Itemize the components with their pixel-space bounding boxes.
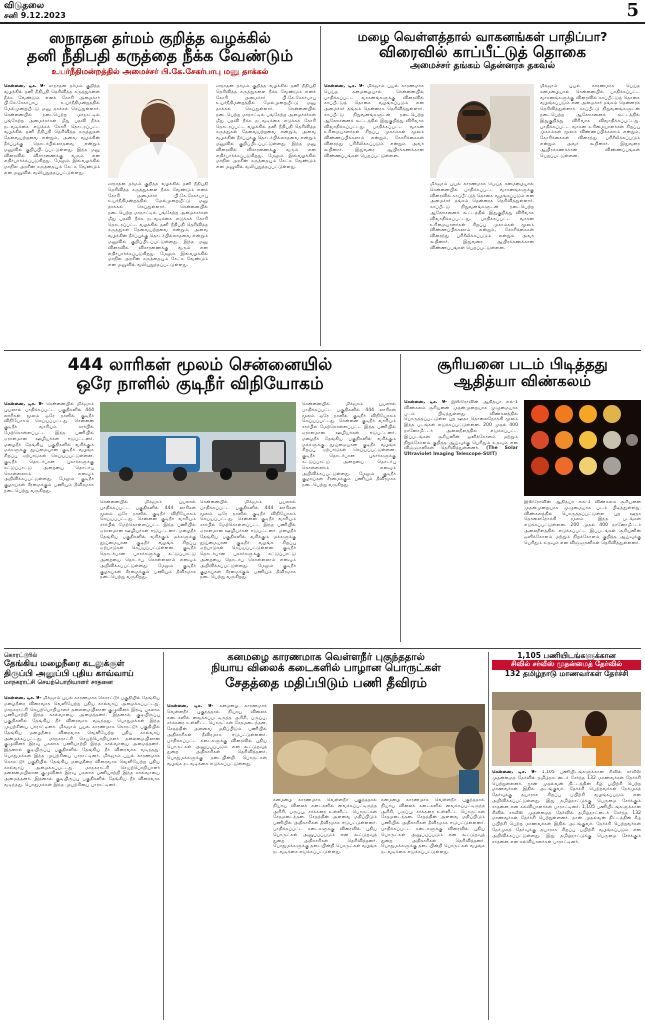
a1-column-2 [108, 182, 208, 346]
a2-column-2 [430, 182, 534, 344]
article-civil-services [492, 652, 641, 1020]
article-aditya-l1 [404, 354, 641, 644]
paper-name: விடுதலை [4, 1, 45, 11]
a4-subhead: (The Solar Ultraviolet Imaging Telescope-SUIT) [404, 446, 518, 458]
a2-headline-1: மழை வெள்ளத்தால் வாகனங்கள் பாதிப்பா? [357, 29, 608, 44]
a3-headline-2: ஒரே நாளில் குடிநீர் விநியோகம் [76, 374, 324, 395]
a1-column-3 [216, 84, 316, 346]
a7-body-2: 1,105 பணியிடங்களுக்கான சிவில் சர்வீஸ் முதன்மைத் தேர்வில் தமிழ்நாட்டைச் சேர்ந்த 132 மாணவர்கள் தேர்ச்சி பெற்றுள்ளனர். நான் முதல்வன் திட்டத்தின் கீழ் பயிற்சி பெற்ற மாணவர்கள் இதில் அடங்குவர். தேர்ச்சி பெற்றவர்கள் நேர்முகத் தேர்வுக்கு தயாராக சிறப்பு பயிற்சி வழங்கப்படும் என அறிவிக்கப்பட்டுள்ளது. இது தமிழ்நாட்டுக்கு பெருமை சேர்க்கும் சாதனை என கல்வியாளர்கள் பாராட்டினர். [492, 804, 641, 845]
students-exam-photo [492, 692, 641, 766]
a5-subheadline: மாநகராட்சி செயற்பொறியாளர் சாதனை [4, 679, 113, 687]
a2-body-2: மிக்ஜாம் புயல் காரணமாக பெய்த கனமழையால் சென்னையில் பாதிக்கப்பட்ட வாகனங்களுக்கு விரைவில் காப்பீட்டுத் தொகை வழங்கப்படும் என அமைச்சர் தங்கம் தென்னரசு தெரிவித்துள்ளார். காப்பீட்டு நிறுவனங்களுடன் நடைபெற்ற ஆலோசனைக் கூட்டத்தில் இதுகுறித்து விரிவாக விவாதிக்கப்பட்டது. பாதிக்கப்பட்ட வாகன உரிமையாளர்கள் சிறப்பு முகாம்கள் மூலம் விண்ணப்பிக்கலாம் என்றும், கோரிக்கைகள் விரைந்து பரிசீலிக்கப்படும் என்றும் அவர் கூறினார். இதுவரை ஆயிரக்கணக்கான விண்ணப்பங்கள் பெறப்பட்டுள்ளன. [430, 182, 534, 251]
a6-body-3: கனமழை காரணமாக வெள்ளநீர் புகுந்ததால் நியாய விலைக் கடைகளில் வைக்கப்பட்டிருந்த அரிசி, பருப்பு, சர்க்கரை உள்ளிட்ட பொருட்கள் சேதமடைந்தன. சேதத்தின் அளவை மதிப்பிடும் பணியில் அதிகாரிகள் தீவிரமாக ஈடுபட்டுள்ளனர். பாதிக்கப்பட்ட கடைகளுக்கு விரைவில் புதிய பொருட்கள் அனுப்பப்படும் என கூட்டுறவுத் துறை அதிகாரிகள் தெரிவித்தனர். பொதுமக்களுக்கு தடையின்றி பொருட்கள் வழங்க நடவடிக்கை எடுக்கப்பட்டுள்ளது. [381, 798, 485, 856]
article-ration-shops [167, 652, 485, 1020]
a5-dateline: சென்னை, டிச. 9- [4, 696, 42, 701]
a5-tag: கொரட்டூரில் [4, 652, 38, 659]
a5-body-2: மிக்ஜாம் புயல் காரணமாக கொரட்டூர் பகுதியில் தேங்கிய மழைநீரை விரைவாக வெளியேற்ற புதிய கால்வாய் அமைக்கப்பட்டது. மாநகராட்சி செயற்பொறியாளர் தலைமையிலான குழுவினர் இரவு பகலாக பணியாற்றி இந்த கால்வாயை அமைத்தனர். இதனால் குடியிருப்பு பகுதிகளில் தேங்கிய நீர் விரைவாக வடிந்தது. பொதுமக்கள் இந்த முயற்சியை பாராட்டினர். [4, 724, 160, 759]
article-korattur-canal [4, 652, 160, 1020]
divider-vertical-top [320, 26, 321, 346]
a7-dateline: சென்னை, டிச. 9- [492, 770, 537, 775]
a6-headline-2: நியாய விலைக் கடைகளில் பாழான பொருட்கள் [211, 662, 441, 675]
a1-body-2: ஸநாதன தர்மம் குறித்த வழக்கில் தனி நீதிபதி தெரிவித்த கருத்துகளை நீக்க வேண்டும் எனக் கோரி அமைச்சர் பி.கே.சேகர்பாபு உயர்நீதிமன்றத்தில் மேல்முறையீட்டு மனு தாக்கல் செய்துள்ளார். சென்னையில் நடைபெற்ற மாநாட்டில் பங்கேற்ற அமைச்சர்கள் மீது பதவி நீக்க நடவடிக்கை எடுக்கக் கோரி தொடரப்பட்ட வழக்கில் தனி நீதிபதி தெரிவித்த கருத்துகள் தேவையற்றவை என்றும், அவை வழக்கின் தீர்ப்புக்கு தொடர்பில்லாதவை என்றும் மனுவில் குறிப்பிடப்பட்டுள்ளது. இந்த மனு விரைவில் விசாரணைக்கு வரும் என எதிர்பார்க்கப்படுகிறது. மேலும் இவ்வழக்கில் மாநில அரசின் கருத்தையும் கேட்க வேண்டும் என மனுவில் வலியுறுத்தப்பட்டுள்ளது. [108, 182, 208, 269]
a1-dateline: சென்னை, டிச. 9- [4, 84, 46, 89]
a2-body-3: மிக்ஜாம் புயல் காரணமாக பெய்த கனமழையால் சென்னையில் பாதிக்கப்பட்ட வாகனங்களுக்கு விரைவில் காப்பீட்டுத் தொகை வழங்கப்படும் என அமைச்சர் தங்கம் தென்னரசு தெரிவித்துள்ளார். காப்பீட்டு நிறுவனங்களுடன் நடைபெற்ற ஆலோசனைக் கூட்டத்தில் இதுகுறித்து விரிவாக விவாதிக்கப்பட்டது. பாதிக்கப்பட்ட வாகன உரிமையாளர்கள் சிறப்பு முகாம்கள் மூலம் விண்ணப்பிக்கலாம் என்றும், கோரிக்கைகள் விரைந்து பரிசீலிக்கப்படும் என்றும் அவர் கூறினார். இதுவரை ஆயிரக்கணக்கான விண்ணப்பங்கள் பெறப்பட்டுள்ளன. [540, 84, 640, 159]
a3-dateline: சென்னை, டிச. 9- [4, 402, 44, 407]
a7-body-1: 1,105 பணியிடங்களுக்கான சிவில் சர்வீஸ் முதன்மைத் தேர்வில் தமிழ்நாட்டைச் சேர்ந்த 132 மாணவர்கள் தேர்ச்சி பெற்றுள்ளனர். நான் முதல்வன் திட்டத்தின் கீழ் பயிற்சி பெற்ற மாணவர்கள் இதில் அடங்குவர். தேர்ச்சி பெற்றவர்கள் நேர்முகத் தேர்வுக்கு தயாராக சிறப்பு பயிற்சி வழங்கப்படும் என அறிவிக்கப்பட்டுள்ளது. இது தமிழ்நாட்டுக்கு பெருமை சேர்க்கும் சாதனை என கல்வியாளர்கள் பாராட்டினர். [492, 770, 641, 810]
a1-headline-1: ஸநாதன தர்மம் குறித்த வழக்கில் [49, 29, 271, 47]
a6-column-3 [381, 798, 485, 1016]
a3-column-4 [302, 402, 396, 640]
article-water-lorries [4, 354, 396, 644]
a4-column-1 [404, 400, 518, 640]
a4-headline-1: சூரியனை படம் பிடித்தது [437, 355, 608, 373]
a4-body-2: இஸ்ரோவின் ஆதித்யா எல்-1 விண்கலம் சூரியனை முதன்முறையாக முழுமையாக படம் பிடித்துள்ளது. விண்கலத்தில் பொருத்தப்பட்டுள்ள புற ஊதா தொலைநோக்கி மூலம் இந்த படங்கள் எடுக்கப்பட்டுள்ளன. 200 முதல் 400 நானோமீட்டர் அலைநீளத்தில் எடுக்கப்பட்ட இப்படங்கள் சூரியனின் ஒளிக்கோளம் மற்றும் நிறக்கோளம் குறித்த ஆய்வுக்கு பெரிதும் உதவும் என விஞ்ஞானிகள் தெரிவித்துள்ளனர். [524, 500, 641, 546]
a6-body-2: கனமழை காரணமாக வெள்ளநீர் புகுந்ததால் நியாய விலைக் கடைகளில் வைக்கப்பட்டிருந்த அரிசி, பருப்பு, சர்க்கரை உள்ளிட்ட பொருட்கள் சேதமடைந்தன. சேதத்தின் அளவை மதிப்பிடும் பணியில் அதிகாரிகள் தீவிரமாக ஈடுபட்டுள்ளனர். பாதிக்கப்பட்ட கடைகளுக்கு விரைவில் புதிய பொருட்கள் அனுப்பப்படும் என கூட்டுறவுத் துறை அதிகாரிகள் தெரிவித்தனர். பொதுமக்களுக்கு தடையின்றி பொருட்கள் வழங்க நடவடிக்கை எடுக்கப்பட்டுள்ளது. [273, 798, 377, 856]
a1-body-3: ஸநாதன தர்மம் குறித்த வழக்கில் தனி நீதிபதி தெரிவித்த கருத்துகளை நீக்க வேண்டும் எனக் கோரி அமைச்சர் பி.கே.சேகர்பாபு உயர்நீதிமன்றத்தில் மேல்முறையீட்டு மனு தாக்கல் செய்துள்ளார். சென்னையில் நடைபெற்ற மாநாட்டில் பங்கேற்ற அமைச்சர்கள் மீது பதவி நீக்க நடவடிக்கை எடுக்கக் கோரி தொடரப்பட்ட வழக்கில் தனி நீதிபதி தெரிவித்த கருத்துகள் தேவையற்றவை என்றும், அவை வழக்கின் தீர்ப்புக்கு தொடர்பில்லாதவை என்றும் மனுவில் குறிப்பிடப்பட்டுள்ளது. இந்த மனு விரைவில் விசாரணைக்கு வரும் என எதிர்பார்க்கப்படுகிறது. மேலும் இவ்வழக்கில் மாநில அரசின் கருத்தையும் கேட்க வேண்டும் என மனுவில் வலியுறுத்தப்பட்டுள்ளது. [216, 84, 316, 171]
a3-body-2: சென்னையில் மிக்ஜாம் புயலால் பாதிக்கப்பட்ட பகுதிகளில் 444 லாரிகள் மூலம் ஒரே நாளில் குடிநீர் விநியோகம் செய்யப்பட்டது. சென்னை குடிநீர் வாரியம் சார்பில் மேற்கொள்ளப்பட்ட இந்த பணியில் ஏராளமான ஊழியர்கள் ஈடுபட்டனர். மழைநீர் தேங்கிய பகுதிகளில் வசிக்கும் மக்களுக்கு தூய்மையான குடிநீர் வழங்க சிறப்பு ஏற்பாடுகள் செய்யப்பட்டுள்ளன. குடிநீர் தொடர்பான புகார்களுக்கு கட்டுப்பாட்டு அறையை தொடர்பு கொள்ளலாம் எனவும் அறிவிக்கப்பட்டுள்ளது. மேலும் குடிநீர் குழாய்கள் சீரமைக்கும் பணியும் தீவிரமாக நடைபெற்று வருகிறது. [100, 500, 196, 581]
a3-column-3 [200, 500, 296, 640]
a4-dateline: சென்னை, டிச. 9- [404, 400, 448, 405]
a1-headline-2: தனி நீதிபதி கருத்தை நீக்க வேண்டும் [26, 45, 294, 65]
a7-body-column [492, 770, 641, 1018]
sun-images-photo [524, 400, 641, 496]
issue-date: சனி 9.12.2023 [4, 11, 66, 20]
a2-dateline: சென்னை, டிச. 9- [324, 84, 365, 89]
divider-vertical-bottom-2 [488, 652, 489, 1020]
a7-headline-1: 1,105 பணியிடங்களுக்கான [517, 652, 616, 660]
a6-body-1: கனமழை காரணமாக வெள்ளநீர் புகுந்ததால் நியாய விலைக் கடைகளில் வைக்கப்பட்டிருந்த அரிசி, பருப்பு, சர்க்கரை உள்ளிட்ட பொருட்கள் சேதமடைந்தன. சேதத்தின் அளவை மதிப்பிடும் பணியில் அதிகாரிகள் தீவிரமாக ஈடுபட்டுள்ளனர். பாதிக்கப்பட்ட கடைகளுக்கு விரைவில் புதிய பொருட்கள் அனுப்பப்படும் என கூட்டுறவுத் துறை அதிகாரிகள் தெரிவித்தனர். பொதுமக்களுக்கு தடையின்றி பொருட்கள் வழங்க நடவடிக்கை எடுக்கப்பட்டுள்ளது. [167, 704, 267, 767]
divider-horizontal-2 [4, 648, 641, 649]
a5-headline-2: திருப்பி அனுப்பி புதிய காவ்வாய் [4, 668, 134, 679]
a2-column-1 [324, 84, 424, 344]
a6-headline-1: கனமழை காரணமாக வெள்ளநீர் புகுந்ததால் [227, 652, 425, 663]
a7-headline-2: சிவில் சர்வீஸ் முதன்மைத் தேர்வில் [492, 660, 641, 670]
a3-headline-1: 444 லாரிகள் மூலம் சென்னையில் [67, 355, 333, 375]
article-sanatana [4, 26, 316, 350]
a5-headline-1: தேங்கிய மழைநீரை கடலுக்குள் [4, 659, 125, 669]
a2-headline-2: விரைவில் காப்பீட்டுத் தொகை [379, 43, 586, 61]
a1-column-1 [4, 84, 100, 346]
masthead [0, 0, 645, 24]
water-lorries-photo [100, 402, 296, 496]
a4-column-2 [524, 500, 641, 640]
a4-body-1: இஸ்ரோவின் ஆதித்யா எல்-1 விண்கலம் சூரியனை முதன்முறையாக முழுமையாக படம் பிடித்துள்ளது. விண்கலத்தில் பொருத்தப்பட்டுள்ள புற ஊதா தொலைநோக்கி மூலம் இந்த படங்கள் எடுக்கப்பட்டுள்ளன. 200 முதல் 400 நானோமீட்டர் அலைநீளத்தில் எடுக்கப்பட்ட இப்படங்கள் சூரியனின் ஒளிக்கோளம் மற்றும் நிறக்கோளம் குறித்த ஆய்வுக்கு பெரிதும் உதவும் என விஞ்ஞானிகள் தெரிவித்துள்ளனர். [404, 400, 518, 452]
a6-column-2 [273, 798, 377, 1016]
a3-body-1: சென்னையில் மிக்ஜாம் புயலால் பாதிக்கப்பட்ட பகுதிகளில் 444 லாரிகள் மூலம் ஒரே நாளில் குடிநீர் விநியோகம் செய்யப்பட்டது. சென்னை குடிநீர் வாரியம் சார்பில் மேற்கொள்ளப்பட்ட இந்த பணியில் ஏராளமான ஊழியர்கள் ஈடுபட்டனர். மழைநீர் தேங்கிய பகுதிகளில் வசிக்கும் மக்களுக்கு தூய்மையான குடிநீர் வழங்க சிறப்பு ஏற்பாடுகள் செய்யப்பட்டுள்ளன. குடிநீர் தொடர்பான புகார்களுக்கு கட்டுப்பாட்டு அறையை தொடர்பு கொள்ளலாம் எனவும் அறிவிக்கப்பட்டுள்ளது. மேலும் குடிநீர் குழாய்கள் சீரமைக்கும் பணியும் தீவிரமாக நடைபெற்று வருகிறது. [4, 402, 94, 494]
a3-body-4: சென்னையில் மிக்ஜாம் புயலால் பாதிக்கப்பட்ட பகுதிகளில் 444 லாரிகள் மூலம் ஒரே நாளில் குடிநீர் விநியோகம் செய்யப்பட்டது. சென்னை குடிநீர் வாரியம் சார்பில் மேற்கொள்ளப்பட்ட இந்த பணியில் ஏராளமான ஊழியர்கள் ஈடுபட்டனர். மழைநீர் தேங்கிய பகுதிகளில் வசிக்கும் மக்களுக்கு தூய்மையான குடிநீர் வழங்க சிறப்பு ஏற்பாடுகள் செய்யப்பட்டுள்ளன. குடிநீர் தொடர்பான புகார்களுக்கு கட்டுப்பாட்டு அறையை தொடர்பு கொள்ளலாம் எனவும் அறிவிக்கப்பட்டுள்ளது. மேலும் குடிநீர் குழாய்கள் சீரமைக்கும் பணியும் தீவிரமாக நடைபெற்று வருகிறது. [302, 402, 396, 489]
a3-column-1 [4, 402, 94, 640]
a6-column-1 [167, 704, 267, 1016]
a4-headline-2: ஆதித்யா விண்கலம் [453, 371, 592, 390]
a5-body-3: மிக்ஜாம் புயல் காரணமாக கொரட்டூர் பகுதியில் தேங்கிய மழைநீரை விரைவாக வெளியேற்ற புதிய கால்வாய் அமைக்கப்பட்டது. மாநகராட்சி செயற்பொறியாளர் தலைமையிலான குழுவினர் இரவு பகலாக பணியாற்றி இந்த கால்வாயை அமைத்தனர். இதனால் குடியிருப்பு பகுதிகளில் தேங்கிய நீர் விரைவாக வடிந்தது. பொதுமக்கள் இந்த முயற்சியை பாராட்டினர். [4, 753, 160, 788]
divider-vertical-mid [400, 354, 401, 642]
a6-headline-3: சேதத்தை மதிப்பிடும் பணி தீவிரம் [225, 675, 427, 691]
a6-dateline: சென்னை, டிச. 9- [167, 704, 214, 709]
a7-headline-3: 132 தமிழ்நாடு மாணவர்கள் தேர்ச்சி [504, 669, 629, 679]
minister-thangam-photo [430, 84, 534, 178]
ration-shop-photo [273, 704, 485, 794]
a3-body-3: சென்னையில் மிக்ஜாம் புயலால் பாதிக்கப்பட்ட பகுதிகளில் 444 லாரிகள் மூலம் ஒரே நாளில் குடிநீர் விநியோகம் செய்யப்பட்டது. சென்னை குடிநீர் வாரியம் சார்பில் மேற்கொள்ளப்பட்ட இந்த பணியில் ஏராளமான ஊழியர்கள் ஈடுபட்டனர். மழைநீர் தேங்கிய பகுதிகளில் வசிக்கும் மக்களுக்கு தூய்மையான குடிநீர் வழங்க சிறப்பு ஏற்பாடுகள் செய்யப்பட்டுள்ளன. குடிநீர் தொடர்பான புகார்களுக்கு கட்டுப்பாட்டு அறையை தொடர்பு கொள்ளலாம் எனவும் அறிவிக்கப்பட்டுள்ளது. மேலும் குடிநீர் குழாய்கள் சீரமைக்கும் பணியும் தீவிரமாக நடைபெற்று வருகிறது. [200, 500, 296, 581]
divider-vertical-bottom-1 [163, 652, 164, 1020]
a3-column-2 [100, 500, 196, 640]
a1-subheadline: உயர்நீதிமன்றத்தில் அமைச்சர் பி.கே.சேகர்பாபு மனு தாக்கல் [51, 66, 269, 76]
a1-body-1: ஸநாதன தர்மம் குறித்த வழக்கில் தனி நீதிபதி தெரிவித்த கருத்துகளை நீக்க வேண்டும் எனக் கோரி அமைச்சர் பி.கே.சேகர்பாபு உயர்நீதிமன்றத்தில் மேல்முறையீட்டு மனு தாக்கல் செய்துள்ளார். சென்னையில் நடைபெற்ற மாநாட்டில் பங்கேற்ற அமைச்சர்கள் மீது பதவி நீக்க நடவடிக்கை எடுக்கக் கோரி தொடரப்பட்ட வழக்கில் தனி நீதிபதி தெரிவித்த கருத்துகள் தேவையற்றவை என்றும், அவை வழக்கின் தீர்ப்புக்கு தொடர்பில்லாதவை என்றும் மனுவில் குறிப்பிடப்பட்டுள்ளது. இந்த மனு விரைவில் விசாரணைக்கு வரும் என எதிர்பார்க்கப்படுகிறது. மேலும் இவ்வழக்கில் மாநில அரசின் கருத்தையும் கேட்க வேண்டும் என மனுவில் வலியுறுத்தப்பட்டுள்ளது. [4, 84, 100, 176]
a2-subheadline: அமைச்சர் தங்கம் தென்னரசு தகவல் [409, 60, 556, 71]
divider-horizontal-1 [4, 350, 641, 351]
page-number: 5 [626, 0, 639, 21]
a5-body-1: மிக்ஜாம் புயல் காரணமாக கொரட்டூர் பகுதியில் தேங்கிய மழைநீரை விரைவாக வெளியேற்ற புதிய கால்வாய் அமைக்கப்பட்டது. மாநகராட்சி செயற்பொறியாளர் தலைமையிலான குழுவினர் இரவு பகலாக பணியாற்றி இந்த கால்வாயை அமைத்தனர். இதனால் குடியிருப்பு பகுதிகளில் தேங்கிய நீர் விரைவாக வடிந்தது. பொதுமக்கள் இந்த முயற்சியை பாராட்டினர். [4, 696, 160, 730]
a2-column-3 [540, 84, 640, 344]
a5-body-column [4, 696, 160, 1018]
a2-body-1: மிக்ஜாம் புயல் காரணமாக பெய்த கனமழையால் சென்னையில் பாதிக்கப்பட்ட வாகனங்களுக்கு விரைவில் காப்பீட்டுத் தொகை வழங்கப்படும் என அமைச்சர் தங்கம் தென்னரசு தெரிவித்துள்ளார். காப்பீட்டு நிறுவனங்களுடன் நடைபெற்ற ஆலோசனைக் கூட்டத்தில் இதுகுறித்து விரிவாக விவாதிக்கப்பட்டது. பாதிக்கப்பட்ட வாகன உரிமையாளர்கள் சிறப்பு முகாம்கள் மூலம் விண்ணப்பிக்கலாம் என்றும், கோரிக்கைகள் விரைந்து பரிசீலிக்கப்படும் என்றும் அவர் கூறினார். இதுவரை ஆயிரக்கணக்கான விண்ணப்பங்கள் பெறப்பட்டுள்ளன. [324, 84, 424, 159]
minister-sekarbabu-photo [108, 84, 208, 178]
article-vehicle-insurance [324, 26, 641, 348]
